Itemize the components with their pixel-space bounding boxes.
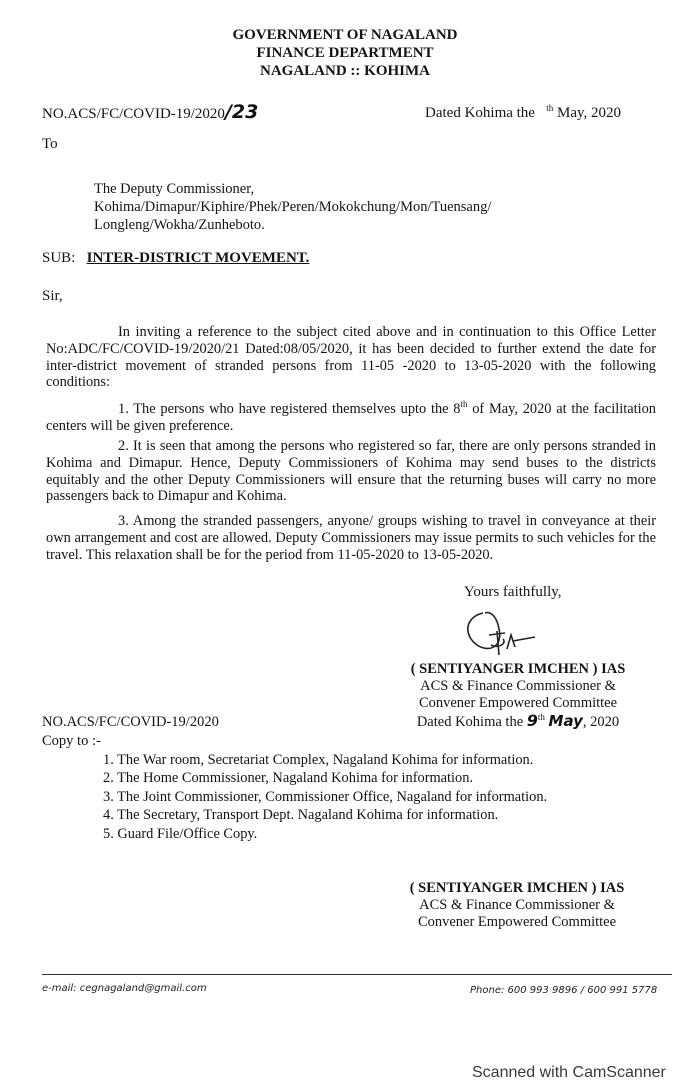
reference-number-handwritten: /23 <box>224 101 259 123</box>
signatory-name: ( SENTIYANGER IMCHEN ) IAS <box>409 880 625 896</box>
body-condition-1 <box>46 401 656 435</box>
signatory-title-2: Convener Empowered Committee <box>418 695 618 711</box>
date-prefix: Dated Kohima the <box>425 105 535 121</box>
signatory-name: ( SENTIYANGER IMCHEN ) IAS <box>410 661 626 677</box>
copy-item: 5. Guard File/Office Copy. <box>103 826 258 842</box>
addressee-line-2: Kohima/Dimapur/Kiphire/Phek/Peren/Mokokchung/Mon/Tuensang/ <box>94 199 492 215</box>
condition-1-text: 1. The persons who have registered themselves upto the 8 <box>118 401 461 417</box>
copy-item: 2. The Home Commissioner, Nagaland Kohima for information. <box>103 770 474 786</box>
salutation: Sir, <box>42 288 63 304</box>
condition-1-superscript: th <box>460 399 468 410</box>
signature-date-year: , 2020 <box>582 714 620 730</box>
body-condition-2: 2. It is seen that among the persons who registered so far, there are only persons stranded in Kohima and Dimapur. Hence, Deputy Commissioners of Kohima may send buses to the districts equitably and the other Deputy Commissioners will ensure that the returning buses will carry no more passengers back to Dimapur and Kohima. <box>46 438 656 505</box>
subject-text: INTER-DISTRICT MOVEMENT. <box>86 250 310 266</box>
copy-to-label: Copy to :- <box>42 733 101 749</box>
signature-scribble-icon <box>455 605 565 660</box>
signatory-title-2: Convener Empowered Committee <box>417 914 617 930</box>
date-suffix: May, 2020 <box>556 105 622 121</box>
signature-date <box>383 712 653 731</box>
signature-block-1 <box>383 661 653 731</box>
addressee-line-1: The Deputy Commissioner, <box>94 181 255 197</box>
copy-item: 3. The Joint Commissioner, Commissioner Office, Nagaland for information. <box>103 789 548 805</box>
signature-date-month: May <box>548 712 583 730</box>
reference-number <box>42 101 259 123</box>
body-intro: In inviting a reference to the subject cited above and in continuation to this Office Letter No:ADC/FC/COVID-19/2020/21 Dated:08/05/2020, it has been decided to further extend the date for inter-district movement of stranded persons from 11-05 -2020 to 13-05-2020 with the following conditions: <box>46 324 656 391</box>
subject-line <box>42 250 309 267</box>
date-superscript: th <box>546 103 554 113</box>
signatory-title-1: ACS & Finance Commissioner & <box>419 897 615 913</box>
reference-date <box>425 105 621 122</box>
signature-date-superscript: th <box>537 712 545 723</box>
copy-item: 1. The War room, Secretariat Complex, Nagaland Kohima for information. <box>103 752 534 768</box>
subject-label: SUB: <box>42 250 76 266</box>
letterhead-location: NAGALAND :: KOHIMA <box>260 63 430 79</box>
footer-phone: Phone: 600 993 9896 / 600 991 5778 <box>470 985 658 996</box>
letterhead-department: FINANCE DEPARTMENT <box>256 45 434 61</box>
signature-date-prefix: Dated Kohima the <box>416 714 524 730</box>
footer-email: e-mail: cegnagaland@gmail.com <box>42 983 207 994</box>
body-condition-3: 3. Among the stranded passengers, anyone/ groups wishing to travel in conveyance at their own arrangement and cost are allowed. Deputy Commissioners may issue permits to such vehicles for the travel. This relaxation shall be for the period from 11-05-2020 to 13-05-2020. <box>46 513 656 563</box>
condition-1-text-cont: of May, 2020 at the facilitation centers will be given preference. <box>46 401 656 434</box>
to-label: To <box>42 136 58 152</box>
signatory-title-1: ACS & Finance Commissioner & <box>420 678 616 694</box>
letterhead-government: GOVERNMENT OF NAGALAND <box>232 27 458 43</box>
signature-block-2 <box>382 880 652 931</box>
copy-item: 4. The Secretary, Transport Dept. Nagaland Kohima for information. <box>103 807 499 823</box>
footer-divider <box>42 974 672 975</box>
reference-number-printed: NO.ACS/FC/COVID-19/2020 <box>42 106 225 122</box>
camscanner-watermark: Scanned with CamScanner <box>472 1064 666 1081</box>
signature-date-day: 9 <box>526 711 538 730</box>
addressee-line-3: Longleng/Wokha/Zunheboto. <box>94 217 265 233</box>
closing: Yours faithfully, <box>464 584 562 600</box>
copy-reference-number: NO.ACS/FC/COVID-19/2020 <box>42 714 219 730</box>
